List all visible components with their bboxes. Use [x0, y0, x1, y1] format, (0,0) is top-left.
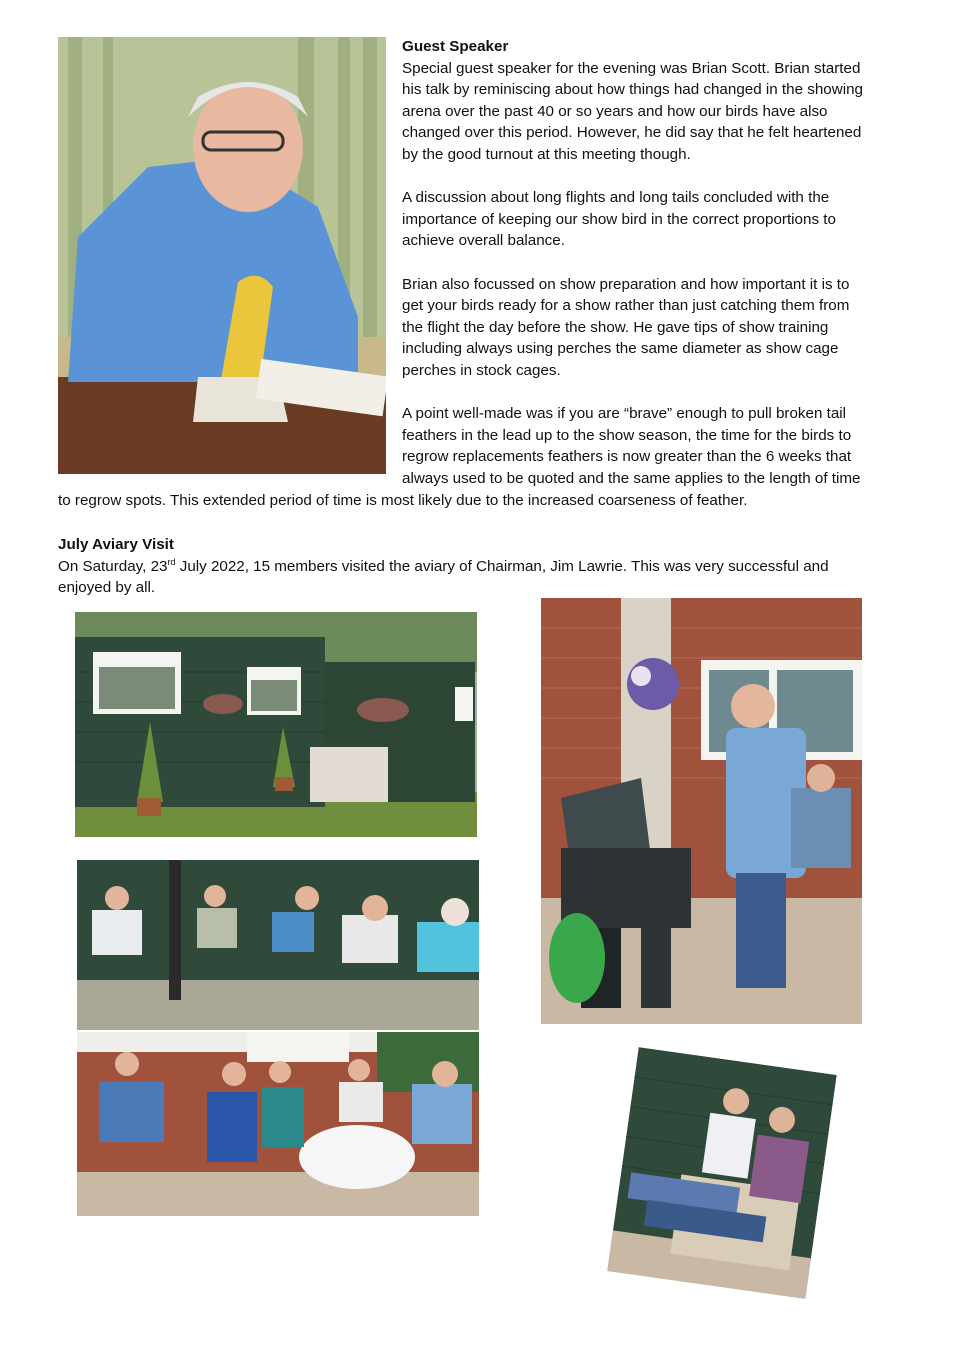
text-line: Brian also focussed on show preparation and how important it is to	[402, 275, 850, 293]
text-line: the flight the day before the show. He gave tips of show training	[402, 318, 829, 336]
text-line: by the good turnout at this meeting though.	[402, 145, 691, 163]
text-line: always used to be quoted and the same applies to the length of time	[402, 469, 861, 487]
text-line: changed over this period. However, he did say that he felt heartened	[402, 124, 862, 142]
text-line: enjoyed by all.	[58, 579, 156, 597]
members-seated-photo	[77, 860, 479, 1030]
guest-speaker-paragraph	[402, 187, 902, 252]
text-fragment: On Saturday, 23	[58, 557, 168, 575]
text-line: his talk by reminiscing about how things had changed in the showing	[402, 81, 863, 99]
text-line	[58, 556, 918, 578]
speaker-photo	[58, 37, 386, 474]
text-line: regrow replacements feathers is now greater than the 6 weeks that	[402, 448, 852, 466]
guest-speaker-section	[402, 36, 902, 489]
guest-speaker-final-line	[58, 490, 918, 512]
text-line: Special guest speaker for the evening was Brian Scott. Brian started	[402, 59, 861, 77]
text-line: feathers in the lead up to the show season, the time for the birds to	[402, 426, 852, 444]
text-line: A point well-made was if you are “brave” enough to pull broken tail	[402, 405, 847, 423]
bench-couple-photo	[607, 1047, 837, 1299]
text-line: arena over the past 40 or so years and how our birds have also	[402, 102, 828, 120]
text-line: perches in stock cages.	[402, 361, 561, 379]
barbecue-photo	[541, 598, 862, 1024]
text-line: get your birds ready for a show rather than just catching them from	[402, 297, 850, 315]
aviary-visit-section	[58, 534, 918, 599]
text-line: including always using perches the same diameter as show cage	[402, 340, 839, 358]
text-line: to regrow spots. This extended period of time is most likely due to the increased coarseness of feather.	[58, 492, 748, 509]
aviary-visit-heading: July Aviary Visit	[58, 536, 174, 553]
aviary-shed-photo	[75, 612, 477, 837]
patio-table-photo	[77, 1032, 479, 1216]
text-fragment: July 2022, 15 members visited the aviary of Chairman, Jim Lawrie. This was very successful and	[175, 557, 829, 575]
guest-speaker-paragraph	[402, 403, 902, 489]
text-line: A discussion about long flights and long tails concluded with the	[402, 189, 830, 207]
ordinal-suffix: rd	[167, 556, 176, 567]
text-line: achieve overall balance.	[402, 232, 565, 250]
text-line: importance of keeping our show bird in the correct proportions to	[402, 210, 836, 228]
guest-speaker-paragraph	[402, 274, 902, 382]
guest-speaker-heading: Guest Speaker	[402, 38, 509, 55]
guest-speaker-paragraph	[402, 58, 902, 166]
